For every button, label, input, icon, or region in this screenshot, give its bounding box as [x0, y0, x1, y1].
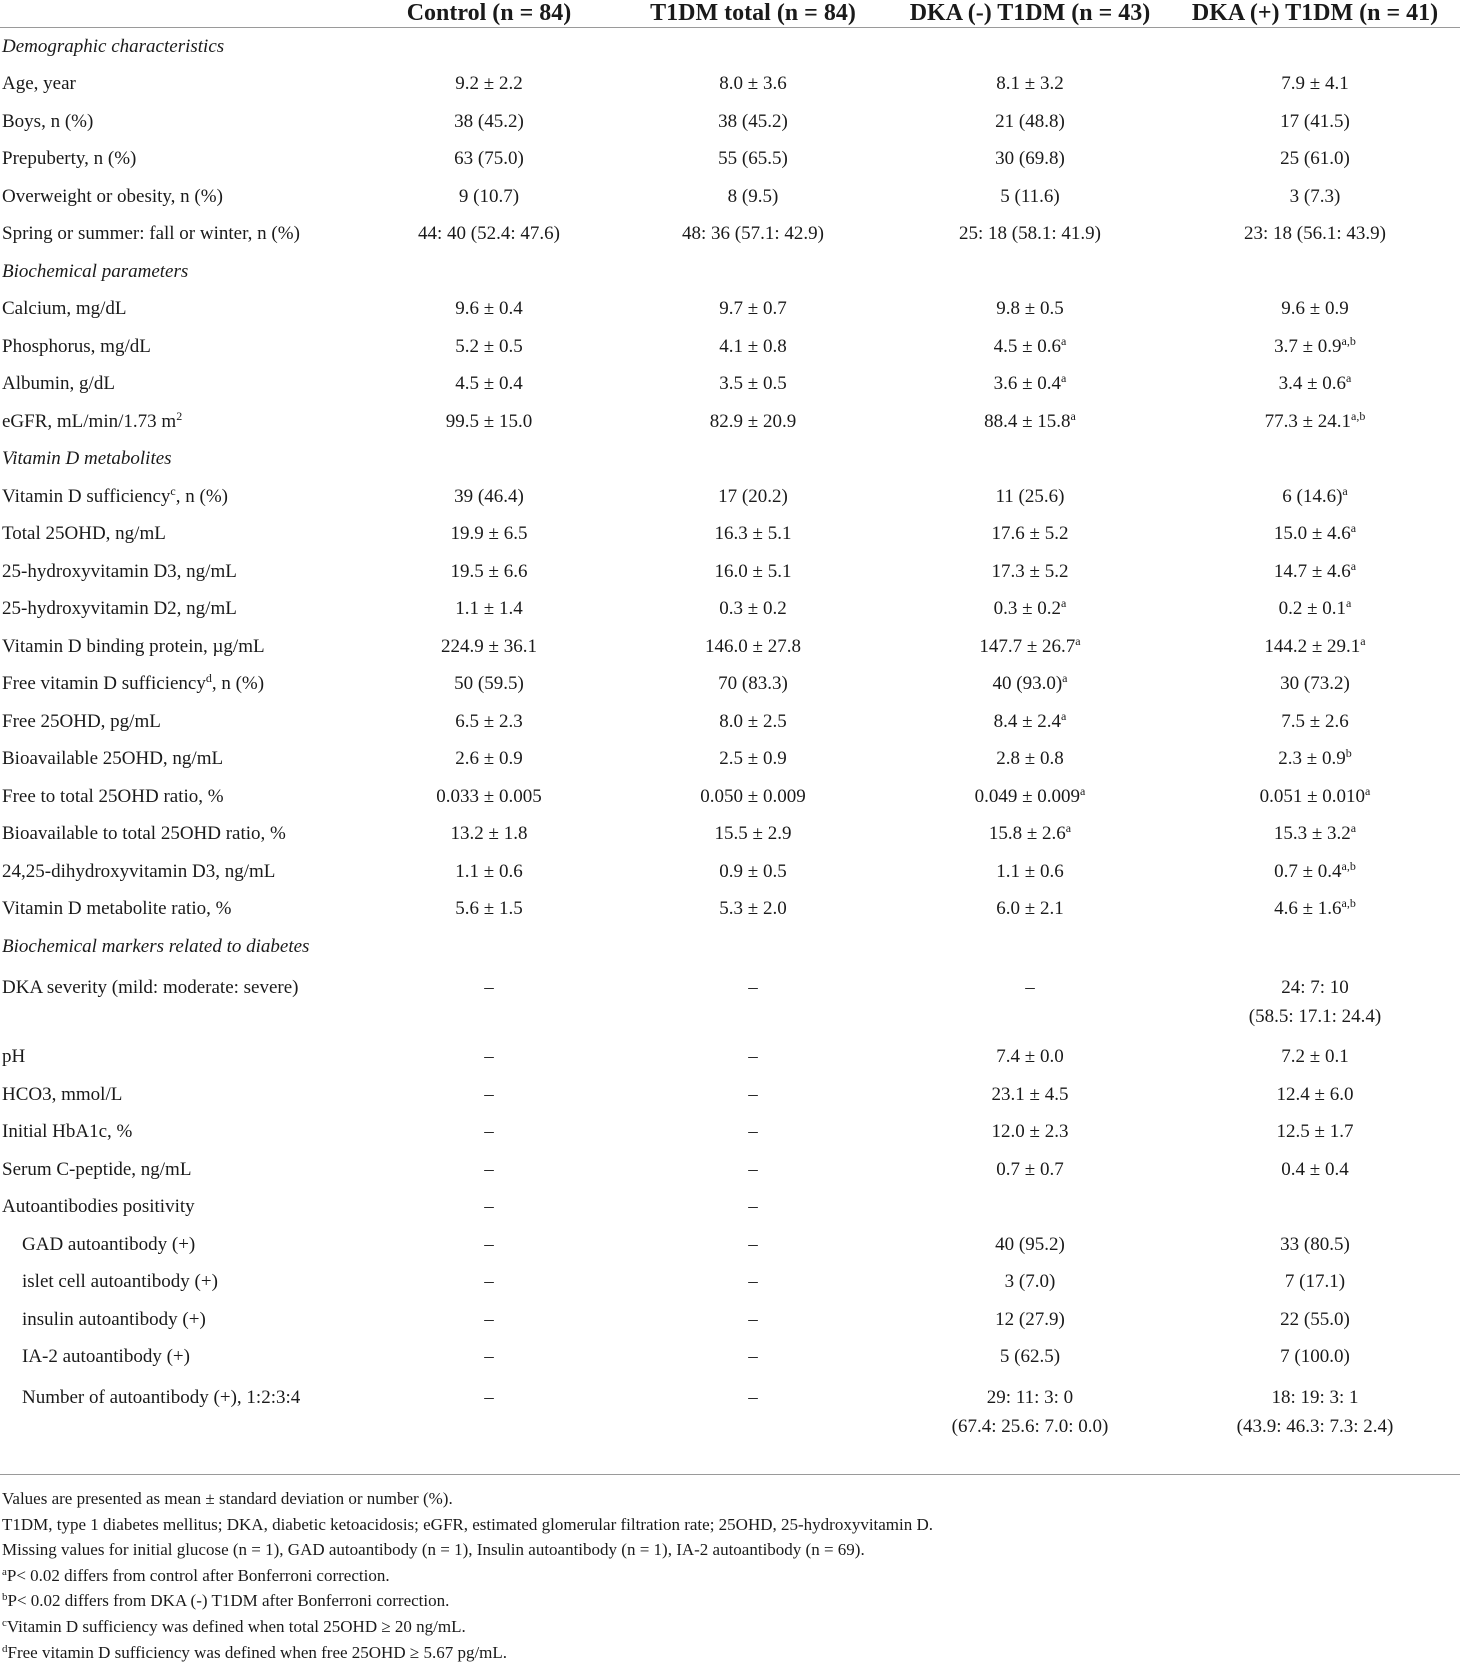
cell-t1dm-total: 48: 36 (57.1: 42.9) [682, 223, 824, 245]
cell-dka-positive: 0.4 ± 0.4 [1281, 1158, 1349, 1180]
table-row [0, 891, 1460, 929]
cell-control: 19.5 ± 6.6 [450, 560, 528, 582]
footnote-mark: b [1345, 746, 1352, 761]
cell-t1dm-total: – [748, 1346, 758, 1368]
footnote-text: Free vitamin D sufficiency was defined when free 25OHD ≥ 5.67 pg/mL. [7, 1642, 508, 1662]
footnote-mark: a [1061, 596, 1067, 611]
cell-control: 224.9 ± 36.1 [441, 635, 537, 657]
cell-control: 0.033 ± 0.005 [436, 785, 542, 807]
cell-dka-negative: 17.3 ± 5.2 [991, 560, 1069, 582]
table-row [0, 328, 1460, 366]
cell-t1dm-total: 5.3 ± 2.0 [719, 898, 787, 920]
cell-t1dm-total: – [748, 1271, 758, 1293]
cell-dka-positive [1170, 778, 1460, 816]
cell-dka-positive [1170, 741, 1460, 779]
row-label: 24,25-dihydroxyvitamin D3, ng/mL [2, 860, 276, 882]
cell-t1dm-total: 4.1 ± 0.8 [719, 335, 787, 357]
cell-dka-negative [890, 366, 1170, 404]
row-label: 25-hydroxyvitamin D3, ng/mL [2, 560, 237, 582]
cell-dka-negative [890, 703, 1170, 741]
table-row [0, 66, 1460, 104]
footnote-mark: a [1062, 671, 1068, 686]
cell-dka-positive: 3 (7.3) [1289, 185, 1341, 207]
cell-t1dm-total: 70 (83.3) [718, 673, 788, 695]
cell-value: 144.2 ± 29.1 [1264, 635, 1361, 657]
cell-dka-positive [1170, 478, 1460, 516]
footnote-abbreviations: T1DM, type 1 diabetes mellitus; DKA, diabetic ketoacidosis; eGFR, estimated glomerular filtration rate; 25OHD, 25-hydroxyvitamin D. [2, 1514, 934, 1534]
table-row [0, 778, 1460, 816]
cell-dka-negative [890, 666, 1170, 704]
cell-value: 14.7 ± 4.6 [1273, 560, 1351, 582]
cell-t1dm-total: – [748, 1046, 758, 1068]
cell-dka-negative: 21 (48.8) [995, 110, 1065, 132]
cell-dka-positive [1170, 366, 1460, 404]
cell-t1dm-total: – [748, 1233, 758, 1255]
footnote-b [2, 1588, 1452, 1614]
cell-t1dm-total: 16.0 ± 5.1 [714, 560, 792, 582]
row-label: insulin autoantibody (+) [22, 1308, 206, 1330]
row-label: Bioavailable to total 25OHD ratio, % [2, 823, 286, 845]
cell-dka-negative [890, 591, 1170, 629]
cell-dka-positive: 7.9 ± 4.1 [1281, 73, 1349, 95]
cell-value: 40 (93.0) [992, 673, 1063, 695]
row-label: Vitamin D binding protein, µg/mL [2, 635, 265, 657]
cell-control: – [484, 1346, 494, 1368]
cell-t1dm-total: 8.0 ± 2.5 [719, 710, 787, 732]
row-label: Overweight or obesity, n (%) [2, 185, 223, 207]
cell-value: 6 (14.6) [1282, 485, 1343, 507]
table-row [0, 1189, 1460, 1227]
cell-control: 1.1 ± 0.6 [455, 860, 523, 882]
cell-dka-positive [1170, 816, 1460, 854]
table-row [0, 141, 1460, 179]
cell-value: 0.049 ± 0.009 [974, 785, 1081, 807]
cell-control [362, 1376, 616, 1449]
cell-value: 147.7 ± 26.7 [979, 635, 1076, 657]
cell-dka-positive: 23: 18 (56.1: 43.9) [1244, 223, 1386, 245]
cell-control: 38 (45.2) [454, 110, 524, 132]
label-text: DKA severity (mild: moderate: severe) [2, 976, 299, 998]
row-label: IA-2 autoantibody (+) [22, 1346, 190, 1368]
cell-value: 88.4 ± 15.8 [984, 410, 1071, 432]
section-row [0, 253, 1460, 291]
footnote-mark: d [2, 1642, 8, 1655]
cell-dka-positive [1170, 853, 1460, 891]
footnote-mark: a [1070, 408, 1076, 423]
cell-dka-negative: 3 (7.0) [1004, 1271, 1056, 1293]
cell-control: 2.6 ± 0.9 [455, 748, 523, 770]
cell-value: 0.7 ± 0.4 [1274, 860, 1342, 882]
cell-dka-negative [890, 403, 1170, 441]
footnote-mark: a [1350, 558, 1357, 573]
row-label [0, 666, 362, 704]
footnote-text: Vitamin D sufficiency was defined when total 25OHD ≥ 20 ng/mL. [6, 1616, 466, 1636]
footnote-mark: a [1342, 483, 1348, 498]
cell-control: – [484, 1233, 494, 1255]
row-label: Calcium, mg/dL [2, 298, 127, 320]
cell-value: 3.7 ± 0.9 [1274, 335, 1342, 357]
cell-control [362, 966, 616, 1039]
cell-t1dm-total: 55 (65.5) [718, 148, 788, 170]
cell-t1dm-total: 38 (45.2) [718, 110, 788, 132]
table-bottom-rule [0, 1474, 1460, 1475]
header-label [0, 0, 362, 28]
cell-dka-negative: 6.0 ± 2.1 [996, 898, 1064, 920]
cell-dka-negative [890, 328, 1170, 366]
table-row [0, 478, 1460, 516]
cell-value: 15.3 ± 3.2 [1273, 823, 1351, 845]
row-label [0, 1376, 362, 1449]
cell-value: – [748, 976, 758, 998]
cell-value: – [748, 1387, 758, 1408]
cell-t1dm-total: 82.9 ± 20.9 [709, 410, 797, 432]
cell-value: 4.5 ± 0.6 [993, 335, 1062, 357]
footnote-mark: a [1061, 708, 1067, 723]
footnote-mark: d [205, 671, 212, 686]
cell-t1dm-total: 8.0 ± 3.6 [719, 73, 787, 95]
cell-dka-negative: 25: 18 (58.1: 41.9) [959, 223, 1101, 245]
cell-value: – [484, 976, 494, 998]
label-tail: , n (%) [211, 673, 265, 695]
label-text: eGFR, mL/min/1.73 m [2, 410, 177, 432]
cell-t1dm-total: – [748, 1083, 758, 1105]
row-label: Total 25OHD, ng/mL [2, 523, 166, 545]
cell-t1dm-total: 15.5 ± 2.9 [714, 823, 792, 845]
row-label: Free 25OHD, pg/mL [2, 710, 161, 732]
label-text: Number of autoantibody (+), 1:2:3:4 [22, 1387, 301, 1408]
cell-value: 77.3 ± 24.1 [1264, 410, 1352, 432]
cell-dka-negative: 30 (69.8) [995, 148, 1065, 170]
table-row [0, 366, 1460, 404]
cell-line-2: (67.4: 25.6: 7.0: 0.0) [951, 1416, 1109, 1437]
cell-dka-positive: 12.4 ± 6.0 [1276, 1083, 1354, 1105]
cell-dka-negative: 7.4 ± 0.0 [996, 1046, 1064, 1068]
cell-control: – [484, 1046, 494, 1068]
cell-control: 13.2 ± 1.8 [450, 823, 528, 845]
cell-line-2: (43.9: 46.3: 7.3: 2.4) [1236, 1416, 1394, 1437]
cell-control: 19.9 ± 6.5 [450, 523, 528, 545]
cell-control: 44: 40 (52.4: 47.6) [418, 223, 560, 245]
footnote-mark: a,b [1341, 896, 1356, 911]
header-control: Control (n = 84) [406, 0, 572, 26]
cell-dka-positive: 33 (80.5) [1280, 1233, 1350, 1255]
cell-dka-positive [1170, 1189, 1460, 1227]
cell-dka-positive: 7.2 ± 0.1 [1281, 1046, 1349, 1068]
cell-dka-negative [890, 1376, 1170, 1449]
cell-dka-positive: 7 (100.0) [1280, 1346, 1350, 1368]
cell-dka-negative [890, 816, 1170, 854]
cell-dka-negative: 40 (95.2) [995, 1233, 1065, 1255]
cell-value: 15.8 ± 2.6 [988, 823, 1066, 845]
row-label: Serum C-peptide, ng/mL [2, 1158, 192, 1180]
table-row [0, 1039, 1460, 1077]
cell-line-2: (58.5: 17.1: 24.4) [1248, 1005, 1382, 1027]
row-label: GAD autoantibody (+) [22, 1233, 196, 1255]
label-text: Free vitamin D sufficiency [2, 673, 206, 695]
footnote-text: P< 0.02 differs from DKA (-) T1DM after Bonferroni correction. [7, 1591, 450, 1611]
cell-dka-positive: 30 (73.2) [1280, 673, 1350, 695]
table-footnotes [2, 1486, 1452, 1665]
cell-value: 4.6 ± 1.6 [1274, 898, 1342, 920]
cell-dka-positive [1170, 891, 1460, 929]
row-label: pH [2, 1046, 26, 1068]
row-label [0, 403, 362, 441]
cell-dka-negative: 12.0 ± 2.3 [991, 1121, 1069, 1143]
row-label: 25-hydroxyvitamin D2, ng/mL [2, 598, 237, 620]
cell-control: 5.2 ± 0.5 [455, 335, 523, 357]
cell-dka-negative: 0.7 ± 0.7 [996, 1158, 1064, 1180]
cell-line-1: 18: 19: 3: 1 [1271, 1387, 1359, 1408]
cell-line-1: 29: 11: 3: 0 [986, 1387, 1074, 1408]
footnote-text: P< 0.02 differs from control after Bonferroni correction. [6, 1565, 390, 1585]
cell-control: 5.6 ± 1.5 [455, 898, 523, 920]
cell-t1dm-total: 146.0 ± 27.8 [705, 635, 801, 657]
table-row [0, 103, 1460, 141]
footnote-mark: c [170, 483, 176, 498]
table-row [0, 666, 1460, 704]
footnote-mark: a [1075, 633, 1081, 648]
table-row [0, 216, 1460, 254]
table-row [0, 703, 1460, 741]
cell-value: 3.6 ± 0.4 [993, 373, 1062, 395]
cell-dka-negative [890, 1189, 1170, 1227]
cell-control: 9.2 ± 2.2 [455, 73, 523, 95]
table-row [0, 966, 1460, 1039]
cell-line-1: 24: 7: 10 [1281, 976, 1349, 998]
cell-dka-positive: 7 (17.1) [1284, 1271, 1346, 1293]
cell-t1dm-total: 9.7 ± 0.7 [719, 298, 787, 320]
cell-dka-negative: 5 (11.6) [1000, 185, 1060, 207]
footnote-a [2, 1563, 1452, 1589]
header-dka-negative: DKA (-) T1DM (n = 43) [909, 0, 1151, 26]
section-title: Biochemical parameters [2, 260, 189, 282]
cell-dka-positive: 25 (61.0) [1280, 148, 1350, 170]
cell-control: – [484, 1158, 494, 1180]
cell-control: – [484, 1121, 494, 1143]
cell-dka-positive [1170, 628, 1460, 666]
cell-control: 9 (10.7) [458, 185, 520, 207]
cell-dka-positive [1170, 553, 1460, 591]
row-label: Albumin, g/dL [2, 373, 115, 395]
cell-t1dm-total: – [748, 1158, 758, 1180]
cell-dka-negative [890, 628, 1170, 666]
cell-t1dm-total: 16.3 ± 5.1 [714, 523, 792, 545]
cell-t1dm-total: 3.5 ± 0.5 [719, 373, 787, 395]
table-row [0, 628, 1460, 666]
row-label: Free to total 25OHD ratio, % [2, 785, 224, 807]
footnote-d [2, 1640, 1452, 1666]
footnote-mark: a,b [1351, 408, 1366, 423]
row-label: islet cell autoantibody (+) [22, 1271, 218, 1293]
row-label [0, 478, 362, 516]
row-label [0, 966, 362, 1039]
cell-dka-negative: 1.1 ± 0.6 [996, 860, 1064, 882]
cell-control: – [484, 1308, 494, 1330]
row-label: Age, year [2, 73, 76, 95]
footnote-mark: a [1350, 821, 1357, 836]
cell-t1dm-total: 8 (9.5) [727, 185, 779, 207]
cell-value: 0.2 ± 0.1 [1278, 598, 1347, 620]
row-label: Autoantibodies positivity [2, 1196, 195, 1218]
table-row [0, 1076, 1460, 1114]
cell-dka-positive: 12.5 ± 1.7 [1276, 1121, 1354, 1143]
header-dka-positive: DKA (+) T1DM (n = 41) [1191, 0, 1439, 26]
cell-dka-negative: 23.1 ± 4.5 [991, 1083, 1069, 1105]
cell-value: 8.4 ± 2.4 [993, 710, 1062, 732]
table-row [0, 1301, 1460, 1339]
table-row [0, 1226, 1460, 1264]
table-row [0, 591, 1460, 629]
cell-dka-negative: 12 (27.9) [995, 1308, 1065, 1330]
cell-control: 63 (75.0) [454, 148, 524, 170]
cell-dka-positive [1170, 328, 1460, 366]
cell-value: – [1025, 976, 1035, 998]
table-row [0, 1151, 1460, 1189]
cell-control: 39 (46.4) [454, 485, 524, 507]
table-row [0, 1339, 1460, 1377]
cell-control: – [484, 1083, 494, 1105]
table-row [0, 853, 1460, 891]
section-row [0, 28, 1460, 66]
footnote-mark: a [1350, 521, 1357, 536]
footnote-mark: a [1061, 333, 1067, 348]
table-row [0, 741, 1460, 779]
footnote-mark: a,b [1341, 333, 1356, 348]
cell-t1dm-total [616, 1376, 890, 1449]
cell-dka-positive: 22 (55.0) [1280, 1308, 1350, 1330]
section-row [0, 441, 1460, 479]
table-row [0, 1264, 1460, 1302]
table-row [0, 1114, 1460, 1152]
cell-dka-positive [1170, 516, 1460, 554]
table-row [0, 403, 1460, 441]
table-row [0, 178, 1460, 216]
cell-dka-negative: 8.1 ± 3.2 [996, 73, 1064, 95]
section-title: Demographic characteristics [2, 35, 225, 57]
cell-t1dm-total [616, 966, 890, 1039]
cell-value: 0.051 ± 0.010 [1259, 785, 1366, 807]
cell-dka-negative: 2.8 ± 0.8 [996, 748, 1064, 770]
section-row [0, 928, 1460, 966]
cell-dka-positive [1170, 591, 1460, 629]
table-row [0, 553, 1460, 591]
cell-t1dm-total: – [748, 1121, 758, 1143]
row-label: HCO3, mmol/L [2, 1083, 123, 1105]
cell-dka-positive [1170, 966, 1460, 1039]
label-text: Vitamin D sufficiency [2, 485, 171, 507]
cell-control: 99.5 ± 15.0 [445, 410, 533, 432]
footnote-missing: Missing values for initial glucose (n = 1), GAD autoantibody (n = 1), Insulin autoantibody (n = 1), IA-2 autoantibody (n = 69). [2, 1540, 865, 1560]
cell-dka-negative: 17.6 ± 5.2 [991, 523, 1069, 545]
cell-control: – [484, 1271, 494, 1293]
footnote-mark: a [1365, 783, 1371, 798]
cell-control: – [484, 1196, 494, 1218]
cell-dka-positive: 9.6 ± 0.9 [1281, 298, 1349, 320]
footnote-mark: a [1080, 783, 1086, 798]
cell-control: 50 (59.5) [454, 673, 524, 695]
footnote-mark: a [1360, 633, 1366, 648]
cell-t1dm-total: 0.3 ± 0.2 [719, 598, 787, 620]
cell-dka-negative: 9.8 ± 0.5 [996, 298, 1064, 320]
cell-value: 2.3 ± 0.9 [1278, 748, 1346, 770]
cell-dka-negative [890, 778, 1170, 816]
cell-dka-positive: 17 (41.5) [1280, 110, 1350, 132]
cell-value: 0.3 ± 0.2 [993, 598, 1062, 620]
footnote-mark: a [1061, 371, 1067, 386]
row-label: Vitamin D metabolite ratio, % [2, 898, 232, 920]
cell-dka-positive: 7.5 ± 2.6 [1281, 710, 1349, 732]
section-title: Biochemical markers related to diabetes [2, 935, 310, 957]
footnote-mark: a [1346, 596, 1352, 611]
header-t1dm-total: T1DM total (n = 84) [650, 0, 856, 26]
cell-dka-positive [1170, 403, 1460, 441]
cell-t1dm-total: – [748, 1308, 758, 1330]
cell-t1dm-total: 17 (20.2) [718, 485, 788, 507]
label-tail: , n (%) [175, 485, 228, 507]
footnote-mark: a [1346, 371, 1352, 386]
row-label: Initial HbA1c, % [2, 1121, 133, 1143]
cell-control: 1.1 ± 1.4 [455, 598, 523, 620]
table-row [0, 291, 1460, 329]
cell-control: 9.6 ± 0.4 [455, 298, 523, 320]
cell-dka-positive [1170, 1376, 1460, 1449]
cell-control: 4.5 ± 0.4 [455, 373, 523, 395]
cell-t1dm-total: 2.5 ± 0.9 [719, 748, 787, 770]
footnote-c [2, 1614, 1452, 1640]
footnote-mark: a [1065, 821, 1072, 836]
footnote-values: Values are presented as mean ± standard deviation or number (%). [2, 1489, 453, 1508]
cell-t1dm-total: 0.9 ± 0.5 [719, 860, 787, 882]
cell-value: 3.4 ± 0.6 [1278, 373, 1347, 395]
label-superscript: 2 [176, 408, 183, 423]
footnote-mark: b [2, 1591, 8, 1604]
row-label: Phosphorus, mg/dL [2, 335, 151, 357]
cell-control: 6.5 ± 2.3 [455, 710, 523, 732]
cell-value: – [484, 1387, 494, 1408]
cell-value: 15.0 ± 4.6 [1273, 523, 1351, 545]
footnote-mark: a [2, 1565, 7, 1578]
footnote-mark: c [2, 1616, 7, 1629]
table-row [0, 516, 1460, 554]
row-label: Spring or summer: fall or winter, n (%) [2, 223, 300, 245]
cell-t1dm-total: 0.050 ± 0.009 [700, 785, 806, 807]
cell-dka-negative: 5 (62.5) [999, 1346, 1061, 1368]
table-row [0, 1376, 1460, 1449]
cell-dka-negative: 11 (25.6) [995, 485, 1065, 507]
row-label: Boys, n (%) [2, 110, 94, 132]
section-title: Vitamin D metabolites [2, 448, 172, 470]
row-label: Prepuberty, n (%) [2, 148, 137, 170]
cell-t1dm-total: – [748, 1196, 758, 1218]
table-row [0, 816, 1460, 854]
row-label: Bioavailable 25OHD, ng/mL [2, 748, 224, 770]
footnote-mark: a,b [1341, 858, 1356, 873]
cell-dka-negative [890, 966, 1170, 1039]
header-row [0, 0, 1460, 28]
